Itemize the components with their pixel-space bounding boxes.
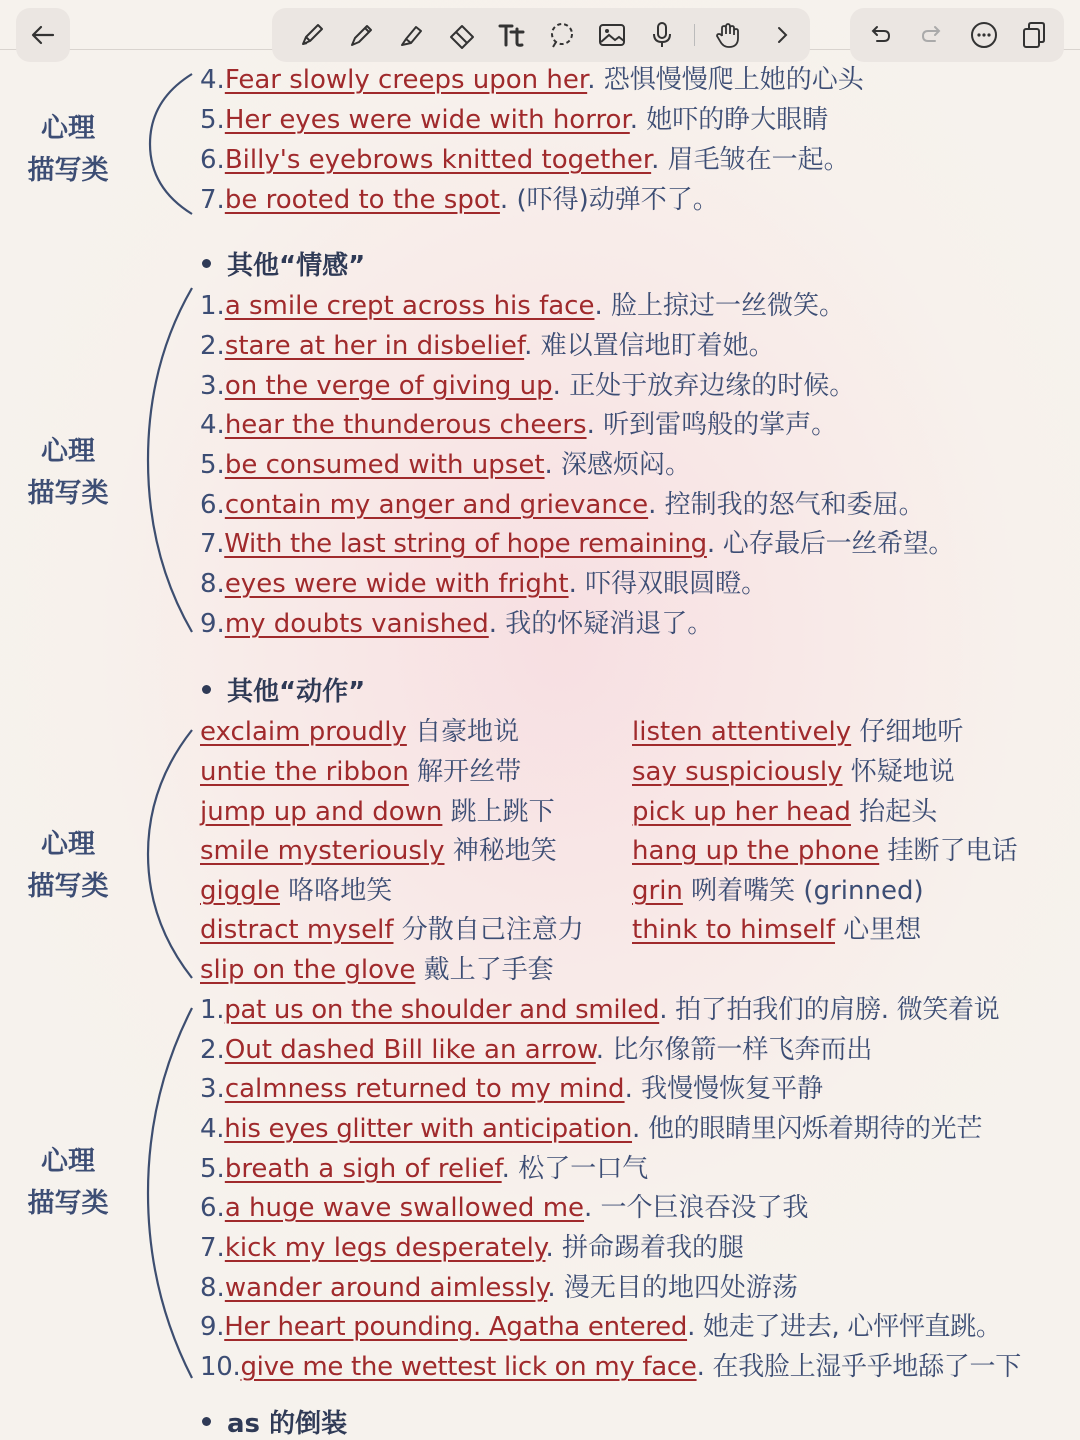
more-icon: [969, 20, 999, 50]
list-item: [200, 754, 521, 790]
top-toolbar: [0, 0, 1080, 70]
list-item: [200, 912, 584, 948]
english-phrase: distract myself: [200, 915, 394, 945]
chinese-translation: . 松了一口气: [501, 1154, 649, 1184]
marker-icon: [347, 20, 377, 50]
item-number: 5.: [200, 1154, 225, 1184]
list-item: [200, 407, 837, 443]
more-button[interactable]: [962, 8, 1006, 62]
redo-button[interactable]: [910, 8, 954, 62]
chinese-translation: . 拍了拍我们的肩膀. 微笑着说: [659, 995, 1000, 1025]
chinese-translation: 神秘地笑: [444, 836, 557, 866]
list-item: [200, 447, 691, 483]
bullet: [202, 685, 211, 694]
section-heading-as: [200, 1406, 347, 1440]
chinese-translation: . 正处于放弃边缘的时候。: [552, 371, 856, 401]
chinese-translation: 咧着嘴笑 (grinned): [682, 876, 924, 906]
chinese-translation: . 难以置信地盯着她。: [524, 331, 775, 361]
side-label-line1: 心理: [41, 436, 95, 467]
side-label-1: [20, 108, 116, 192]
english-phrase: be consumed with upset: [224, 450, 545, 480]
list-item: [200, 566, 767, 602]
section-heading-text: 其他“情感”: [227, 251, 366, 281]
item-number: 5.: [200, 105, 225, 135]
section-heading-text: as 的倒装: [227, 1409, 348, 1439]
list-item: [200, 794, 555, 830]
chinese-translation: . 他的眼睛里闪烁着期待的光芒: [632, 1114, 983, 1144]
list-item: [200, 328, 775, 364]
pages-icon: [1019, 20, 1049, 50]
item-number: 9.: [200, 609, 225, 639]
chinese-translation: . 脸上掠过一丝微笑。: [594, 291, 845, 321]
section-heading-action: [200, 674, 365, 710]
list-item: [632, 873, 924, 909]
chinese-translation: . 吓得双眼圆瞪。: [568, 569, 768, 599]
english-phrase: pick up her head: [632, 797, 851, 827]
list-item: [632, 794, 937, 830]
list-item: [200, 182, 719, 218]
side-label-line2: 描写类: [27, 1188, 109, 1219]
eraser-icon: [447, 20, 477, 50]
item-number: 1.: [200, 995, 225, 1025]
english-phrase: eyes were wide with fright: [224, 569, 569, 599]
text-tool[interactable]: [490, 8, 534, 62]
english-phrase: hear the thunderous cheers: [224, 410, 587, 440]
pages-button[interactable]: [1012, 8, 1056, 62]
list-item: [200, 526, 954, 562]
english-phrase: untie the ribbon: [200, 757, 409, 787]
list-item: [632, 714, 963, 750]
side-label-2: [20, 431, 116, 515]
english-phrase: wander around aimlessly: [224, 1273, 548, 1303]
list-item: [200, 487, 925, 523]
lasso-icon: [547, 20, 577, 50]
chevron-right-icon: [767, 20, 797, 50]
english-phrase: giggle: [200, 876, 280, 906]
item-number: 3.: [200, 1074, 225, 1104]
english-phrase: Billy's eyebrows knitted together: [224, 145, 652, 175]
side-label-line2: 描写类: [27, 478, 109, 509]
chinese-translation: 解开丝带: [408, 757, 522, 787]
item-number: 1.: [200, 291, 225, 321]
chinese-translation: 咯咯地笑: [279, 876, 393, 906]
list-item: [200, 1111, 982, 1147]
chinese-translation: 抬起头: [850, 797, 938, 827]
chinese-translation: . 深感烦闷。: [544, 450, 692, 480]
text-tool-icon: [497, 20, 527, 50]
english-phrase: grin: [632, 876, 683, 906]
list-item: [200, 992, 999, 1028]
side-label-line2: 描写类: [27, 155, 109, 186]
item-number: 4.: [200, 65, 225, 95]
side-label-line1: 心理: [41, 1146, 95, 1177]
list-item: [200, 1230, 744, 1266]
list-item: [200, 1071, 823, 1107]
english-phrase: say suspiciously: [632, 757, 843, 787]
item-number: 2.: [200, 1035, 225, 1065]
english-phrase: Fear slowly creeps upon her: [224, 65, 588, 95]
chinese-translation: . 心存最后一丝希望。: [706, 529, 955, 559]
english-phrase: kick my legs desperately: [224, 1233, 546, 1263]
item-number: 2.: [200, 331, 225, 361]
list-item: [200, 952, 554, 988]
english-phrase: exclaim proudly: [200, 717, 407, 747]
lasso-tool[interactable]: [540, 8, 584, 62]
back-arrow-icon: [29, 21, 57, 49]
chinese-translation: . 她吓的睁大眼睛: [629, 105, 829, 135]
brace-4: [142, 1004, 198, 1382]
chinese-translation: . 在我脸上湿乎乎地舔了一下: [696, 1352, 1021, 1382]
english-phrase: listen attentively: [632, 717, 852, 747]
item-number: 7.: [200, 529, 225, 559]
side-label-line2: 描写类: [27, 871, 109, 902]
item-number: 4.: [200, 410, 225, 440]
chinese-translation: . (吓得)动弹不了。: [499, 185, 719, 215]
english-phrase: With the last string of hope remaining: [224, 529, 707, 559]
chinese-translation: . 一个巨浪吞没了我: [584, 1193, 809, 1223]
side-label-4: [20, 1141, 116, 1225]
item-number: 6.: [200, 490, 225, 520]
item-number: 6.: [200, 1193, 225, 1223]
highlighter-icon: [397, 20, 427, 50]
list-item: [200, 1032, 872, 1068]
english-phrase: Her heart pounding. Agatha entered: [224, 1312, 688, 1342]
chinese-translation: 仔细地听: [851, 717, 964, 747]
english-phrase: pat us on the shoulder and smiled: [224, 995, 660, 1025]
chinese-translation: . 我慢慢恢复平静: [624, 1074, 824, 1104]
list-item: [200, 714, 519, 750]
english-phrase: smile mysteriously: [200, 836, 445, 866]
chinese-translation: . 拼命踢着我的腿: [545, 1233, 745, 1263]
chinese-translation: . 我的怀疑消退了。: [488, 609, 714, 639]
chinese-translation: . 控制我的怒气和委屈。: [648, 490, 925, 520]
image-tool[interactable]: [590, 8, 634, 62]
english-phrase: think to himself: [632, 915, 836, 945]
english-phrase: contain my anger and grievance: [224, 490, 649, 520]
chinese-translation: . 听到雷鸣般的掌声。: [586, 410, 838, 440]
list-item: [200, 1349, 1021, 1385]
list-item: [632, 754, 955, 790]
section-heading-emotion: [200, 248, 365, 284]
brace-1: [142, 70, 198, 218]
brace-3: [142, 726, 198, 982]
pen-icon: [297, 20, 327, 50]
english-phrase: hang up the phone: [632, 836, 880, 866]
list-item: [200, 606, 713, 642]
bullet: [202, 1417, 211, 1426]
english-phrase: be rooted to the spot: [224, 185, 500, 215]
english-phrase: slip on the glove: [200, 955, 416, 985]
hand-icon: [713, 20, 743, 50]
item-number: 3.: [200, 371, 225, 401]
list-item: [200, 1190, 809, 1226]
list-item: [200, 102, 828, 138]
list-item: [200, 1151, 648, 1187]
side-label-line1: 心理: [41, 113, 95, 144]
highlighter-tool[interactable]: [390, 8, 434, 62]
english-phrase: on the verge of giving up: [224, 371, 553, 401]
list-item: [200, 1270, 798, 1306]
brace-2: [142, 284, 198, 636]
pen-tool[interactable]: [290, 8, 334, 62]
list-item: [200, 1309, 1002, 1345]
item-number: 10.: [200, 1352, 241, 1382]
english-phrase: give me the wettest lick on my face: [240, 1352, 697, 1382]
english-phrase: jump up and down: [200, 797, 443, 827]
list-item: [200, 873, 392, 909]
english-phrase: a smile crept across his face: [224, 291, 595, 321]
item-number: 7.: [200, 1233, 225, 1263]
english-phrase: a huge wave swallowed me: [224, 1193, 585, 1223]
item-number: 5.: [200, 450, 225, 480]
side-label-line1: 心理: [41, 829, 95, 860]
undo-button[interactable]: [858, 8, 902, 62]
english-phrase: my doubts vanished: [224, 609, 489, 639]
hand-tool[interactable]: [706, 8, 750, 62]
chinese-translation: . 比尔像箭一样飞奔而出: [595, 1035, 873, 1065]
list-item: [200, 142, 850, 178]
tool-divider: [694, 24, 695, 46]
redo-icon: [917, 20, 947, 50]
side-label-3: [20, 824, 116, 908]
chinese-translation: . 她走了进去, 心怦怦直跳。: [687, 1312, 1002, 1342]
english-phrase: breath a sigh of relief: [224, 1154, 502, 1184]
chinese-translation: 分散自己注意力: [393, 915, 584, 945]
item-number: 7.: [200, 185, 225, 215]
back-button[interactable]: [16, 8, 70, 62]
section-heading-text: 其他“动作”: [227, 677, 366, 707]
more-tools-button[interactable]: [760, 8, 804, 62]
english-phrase: calmness returned to my mind: [224, 1074, 625, 1104]
item-number: 6.: [200, 145, 225, 175]
microphone-icon: [647, 20, 677, 50]
english-phrase: his eyes glitter with anticipation: [224, 1114, 633, 1144]
chinese-translation: . 恐惧慢慢爬上她的心头: [587, 65, 864, 95]
history-group: [850, 8, 1064, 62]
marker-tool[interactable]: [340, 8, 384, 62]
chinese-translation: . 漫无目的地四处游荡: [547, 1273, 798, 1303]
list-item: [200, 833, 557, 869]
chinese-translation: 怀疑地说: [842, 757, 955, 787]
tools-group: [272, 8, 810, 62]
chinese-translation: 跳上跳下: [442, 797, 555, 827]
image-icon: [597, 20, 627, 50]
item-number: 4.: [200, 1114, 225, 1144]
english-phrase: Out dashed Bill like an arrow: [224, 1035, 596, 1065]
chinese-translation: 挂断了电话: [879, 836, 1018, 866]
chinese-translation: 戴上了手套: [415, 955, 554, 985]
item-number: 8.: [200, 569, 225, 599]
chinese-translation: 自豪地说: [406, 717, 520, 747]
list-item: [200, 62, 864, 98]
english-phrase: Her eyes were wide with horror: [224, 105, 630, 135]
list-item: [632, 912, 921, 948]
item-number: 8.: [200, 1273, 225, 1303]
microphone-tool[interactable]: [640, 8, 684, 62]
item-number: 9.: [200, 1312, 225, 1342]
undo-icon: [865, 20, 895, 50]
eraser-tool[interactable]: [440, 8, 484, 62]
list-item: [632, 833, 1017, 869]
chinese-translation: . 眉毛皱在一起。: [651, 145, 850, 175]
english-phrase: stare at her in disbelief: [224, 331, 525, 361]
list-item: [200, 368, 855, 404]
chinese-translation: 心里想: [835, 915, 922, 945]
list-item: [200, 288, 845, 324]
bullet: [202, 259, 211, 268]
